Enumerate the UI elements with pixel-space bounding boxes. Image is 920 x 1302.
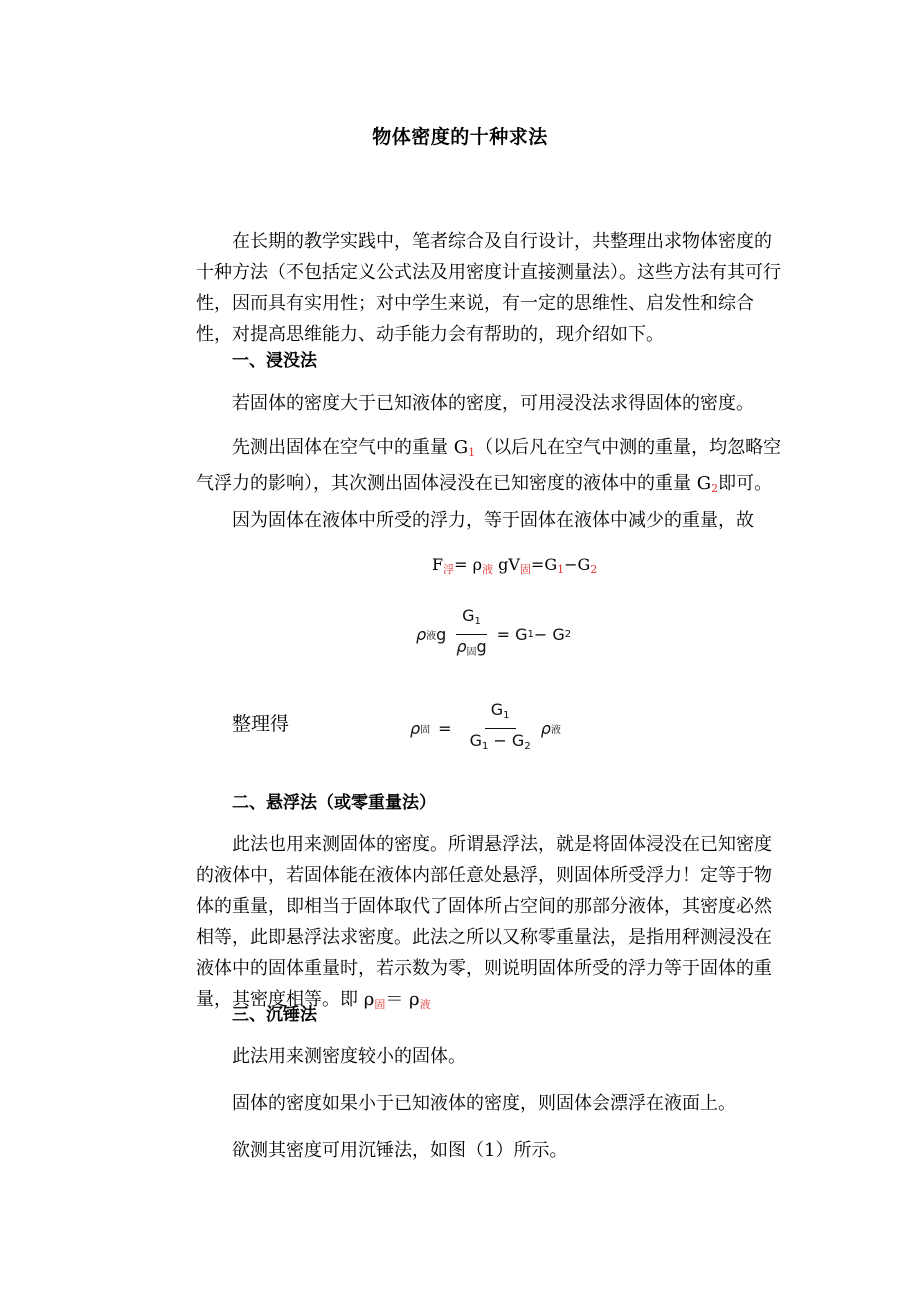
subscript: 2 <box>711 482 719 495</box>
fraction-numerator <box>485 700 516 729</box>
formula-text: = <box>438 718 452 738</box>
subscript: 2 <box>564 628 572 640</box>
formula-text: F <box>432 555 444 574</box>
formula-buoyancy <box>432 555 597 577</box>
formula-text: − G <box>488 730 525 750</box>
formula-result <box>410 700 561 756</box>
formula-equation-2 <box>416 606 571 662</box>
para-text: 先测出固体在空气中的重量 G <box>232 437 469 458</box>
fraction <box>450 606 492 663</box>
para-text: ＝ ρ <box>385 989 420 1010</box>
formula-text: =G <box>530 555 558 574</box>
subscript: 固 <box>466 646 477 658</box>
fraction-denominator <box>450 635 492 663</box>
subscript: 液 <box>426 630 437 642</box>
formula-text: g <box>436 624 447 644</box>
section-2-heading: 二、悬浮法（或零重量法） <box>232 793 436 813</box>
formula-text: G <box>469 730 482 750</box>
subscript: 1 <box>557 563 565 576</box>
para-text: 即可。 <box>718 473 773 494</box>
formula-text: gV <box>493 555 520 574</box>
section-2-para-1 <box>196 829 784 1020</box>
formula-text: G <box>462 605 475 625</box>
subscript: 固 <box>519 563 531 576</box>
result-label: 整理得 <box>232 713 290 735</box>
fraction-denominator <box>464 729 537 757</box>
section-1-para-2 <box>196 432 784 504</box>
section-1-para-1: 若固体的密度大于已知液体的密度，可用浸没法求得固体的密度。 <box>232 393 754 414</box>
subscript: 液 <box>419 998 431 1011</box>
document-title: 物体密度的十种求法 <box>372 126 548 148</box>
formula-text: G <box>490 699 504 719</box>
fraction <box>464 700 537 757</box>
section-1-heading: 一、浸没法 <box>232 351 317 371</box>
subscript: 2 <box>590 563 598 576</box>
subscript: 1 <box>468 446 476 459</box>
formula-text: = G <box>496 624 528 644</box>
formula-text: = ρ <box>454 555 483 574</box>
formula-text: − G <box>533 624 565 644</box>
subscript: 浮 <box>443 563 455 576</box>
section-3-para-2: 固体的密度如果小于已知液体的密度，则固体会漂浮在液面上。 <box>232 1093 736 1114</box>
subscript: 固 <box>374 998 386 1011</box>
formula-text: −G <box>564 555 591 574</box>
section-1-para-3: 因为固体在液体中所受的浮力，等于固体在液体中减少的重量，故 <box>232 510 754 531</box>
intro-paragraph: 在长期的教学实践中，笔者综合及自行设计，共整理出求物体密度的十种方法（不包括定义公式法及用密度计直接测量法）。这些方法有其可行性，因而具有实用性；对中学生来说，有一定的思维性、启发性和综合性，对提高思维能力、动手能力会有帮助的，现介绍如下。 <box>196 231 781 345</box>
rho-symbol: ρ <box>540 718 551 738</box>
subscript: 液 <box>550 724 561 736</box>
rho-symbol: ρ <box>410 718 421 738</box>
subscript: 固 <box>420 724 431 736</box>
section-3-para-3: 欲测其密度可用沉锤法，如图（1）所示。 <box>232 1140 568 1161</box>
subscript: 1 <box>481 740 489 752</box>
subscript: 1 <box>474 615 481 627</box>
rho-symbol: ρ <box>456 636 467 656</box>
section-3-para-1: 此法用来测密度较小的固体。 <box>232 1046 466 1067</box>
formula-text: g <box>476 636 487 656</box>
subscript: 2 <box>524 740 531 752</box>
fraction-numerator <box>456 606 487 635</box>
subscript: 1 <box>527 628 534 640</box>
para-text: （以后凡在空气中测的重量，均忽略空气浮力的影响），其次测出固体浸没在已知密度的液体中的重量 G <box>196 437 782 494</box>
subscript: 1 <box>503 709 510 721</box>
rho-symbol: ρ <box>416 624 427 644</box>
para-text: 此法也用来测固体的密度。所谓悬浮法，就是将固体浸没在已知密度的液体中，若固体能在液体内部任意处悬浮，则固体所受浮力！定等于物体的重量，即相当于固体取代了固体所占空间的那部分液体，其密度必然相等，此即悬浮法求密度。此法之所以又称零重量法，是指用秤测浸没在液体中的固体重量时，若示数为零，则说明固体所受的浮力等于固体的重量，其密度相等。即 ρ <box>196 834 772 1010</box>
section-3-heading: 三、沉锤法 <box>232 1005 317 1025</box>
subscript: 液 <box>482 563 494 576</box>
